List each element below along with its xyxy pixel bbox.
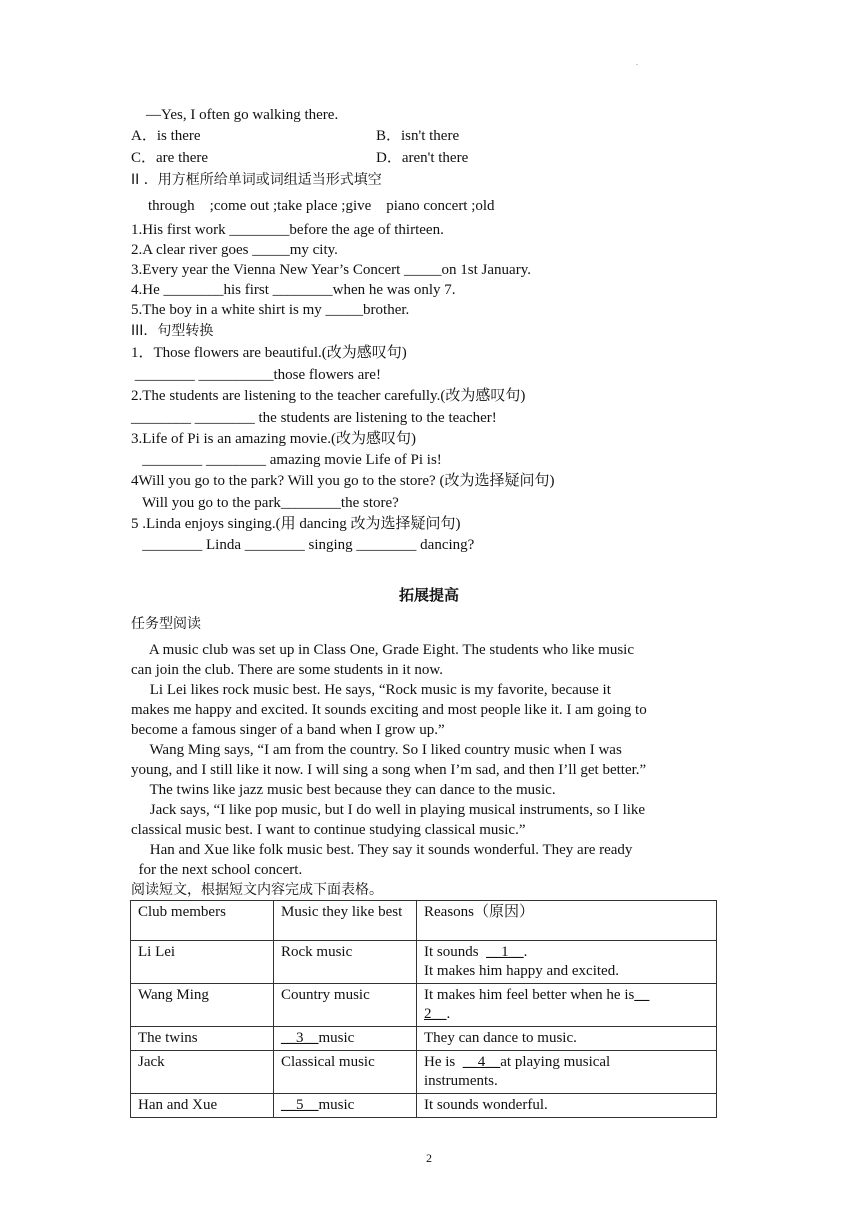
passage-line-11: Han and Xue like folk music best. They say it sounds wonderful. They are ready — [131, 842, 633, 858]
header-reasons: Reasons（原因） — [417, 901, 717, 941]
member-cell: Han and Xue — [131, 1094, 274, 1118]
passage-line-7: young, and I still like it now. I will sing a song when I’m sad, and then I’ll get better.” — [131, 762, 647, 778]
corner-mark: . — [636, 58, 638, 67]
section2-item-5: 5.The boy in a white shirt is my _____brother. — [131, 302, 410, 318]
section2-item-4: 4.He ________his first ________when he was only 7. — [131, 282, 456, 298]
table-instruction: 阅读短文，根据短文内容完成下面表格。 — [131, 882, 383, 898]
reason-cell — [417, 1051, 717, 1094]
passage-line-6: Wang Ming says, “I am from the country. So I liked country music when I was — [131, 742, 622, 758]
music-cell: Classical music — [274, 1051, 417, 1094]
reason-text: He is — [424, 1054, 463, 1070]
reason-cell — [417, 984, 717, 1027]
blank-3: __3__ — [281, 1030, 319, 1046]
extension-heading: 拓展提高 — [399, 586, 460, 604]
member-cell: Wang Ming — [131, 984, 274, 1027]
blank-5: __5__ — [281, 1097, 319, 1113]
section3-line-3: 2.The students are listening to the teacher carefully.(改为感叹句) — [131, 388, 526, 404]
member-cell: Li Lei — [131, 941, 274, 984]
passage-line-12: for the next school concert. — [131, 862, 303, 878]
option-a: A．is there — [131, 128, 201, 144]
reason-text: It sounds — [424, 944, 487, 960]
music-cell-end: music — [318, 1097, 355, 1113]
section2-title: II ．用方框所给单词或词组适当形式填空 — [131, 172, 382, 188]
option-d: D．aren't there — [376, 150, 469, 166]
section3-line-4: ________ ________ the students are listening to the teacher! — [131, 410, 497, 426]
reason-cell: It sounds wonderful. — [417, 1094, 717, 1118]
passage-line-4: makes me happy and excited. It sounds exciting and most people like it. I am going to — [131, 702, 647, 718]
section3-line-1: 1．Those flowers are beautiful.(改为感叹句) — [131, 345, 407, 361]
blank-4: __4__ — [462, 1054, 501, 1070]
music-cell: Rock music — [274, 941, 417, 984]
section3-line-8: Will you go to the park________the store? — [131, 495, 399, 511]
option-c: C．are there — [131, 150, 209, 166]
section2-item-2: 2.A clear river goes _____my city. — [131, 242, 338, 258]
table-header-row — [131, 901, 717, 941]
passage-line-9: Jack says, “I like pop music, but I do well in playing musical instruments, so I like — [131, 802, 646, 818]
music-cell-end: music — [318, 1030, 355, 1046]
member-cell: Jack — [131, 1051, 274, 1094]
reason-text-2: It makes him happy and excited. — [424, 963, 619, 979]
table-row — [131, 1051, 717, 1094]
table-row — [131, 1094, 717, 1118]
blank-1: __1__ — [486, 944, 524, 960]
reason-cell: They can dance to music. — [417, 1027, 717, 1051]
reason-text-2: instruments. — [424, 1073, 498, 1089]
section2-item-3: 3.Every year the Vienna New Year’s Concert _____on 1st January. — [131, 262, 531, 278]
passage-line-5: become a famous singer of a band when I grow up.” — [131, 722, 445, 738]
section3-title: III．句型转换 — [131, 323, 214, 339]
reason-text-end: . — [446, 1006, 451, 1022]
passage-line-10: classical music best. I want to continue studying classical music.” — [131, 822, 526, 838]
section3-line-5: 3.Life of Pi is an amazing movie.(改为感叹句) — [131, 431, 416, 447]
header-club-members: Club members — [131, 901, 274, 941]
member-cell: The twins — [131, 1027, 274, 1051]
section2-item-1: 1.His first work ________before the age of thirteen. — [131, 222, 444, 238]
blank-2-start: __ — [634, 987, 650, 1003]
music-cell — [274, 1094, 417, 1118]
section3-line-7: 4Will you go to the park? Will you go to the store? (改为选择疑问句) — [131, 473, 555, 489]
music-cell — [274, 1027, 417, 1051]
passage-line-3: Li Lei likes rock music best. He says, “Rock music is my favorite, because it — [131, 682, 611, 698]
table-row — [131, 1027, 717, 1051]
reason-cell — [417, 941, 717, 984]
section3-line-9: 5 .Linda enjoys singing.(用 dancing 改为选择疑问句) — [131, 516, 461, 532]
section3-line-6: ________ ________ amazing movie Life of Pi is! — [131, 452, 442, 468]
reason-text-end: . — [523, 944, 528, 960]
section3-line-2: ________ __________those flowers are! — [131, 367, 381, 383]
music-table — [130, 900, 717, 1118]
answer-line: —Yes, I often go walking there. — [146, 107, 339, 123]
blank-2: 2__ — [424, 1006, 447, 1022]
task-label: 任务型阅读 — [131, 616, 201, 632]
passage-line-1: A music club was set up in Class One, Grade Eight. The students who like music — [131, 642, 634, 658]
option-b: B．isn't there — [376, 128, 460, 144]
reason-text-end: at playing musical — [500, 1054, 611, 1070]
word-box: through ;come out ;take place ;give piano concert ;old — [148, 198, 495, 214]
table-row — [131, 984, 717, 1027]
passage-line-8: The twins like jazz music best because they can dance to the music. — [131, 782, 556, 798]
music-cell: Country music — [274, 984, 417, 1027]
passage-line-2: can join the club. There are some students in it now. — [131, 662, 444, 678]
section3-line-10: ________ Linda ________ singing ________ dancing? — [131, 537, 475, 553]
table-row — [131, 941, 717, 984]
reason-text: It makes him feel better when he is — [424, 987, 635, 1003]
page-number: 2 — [426, 1151, 432, 1165]
header-music-best: Music they like best — [274, 901, 417, 941]
